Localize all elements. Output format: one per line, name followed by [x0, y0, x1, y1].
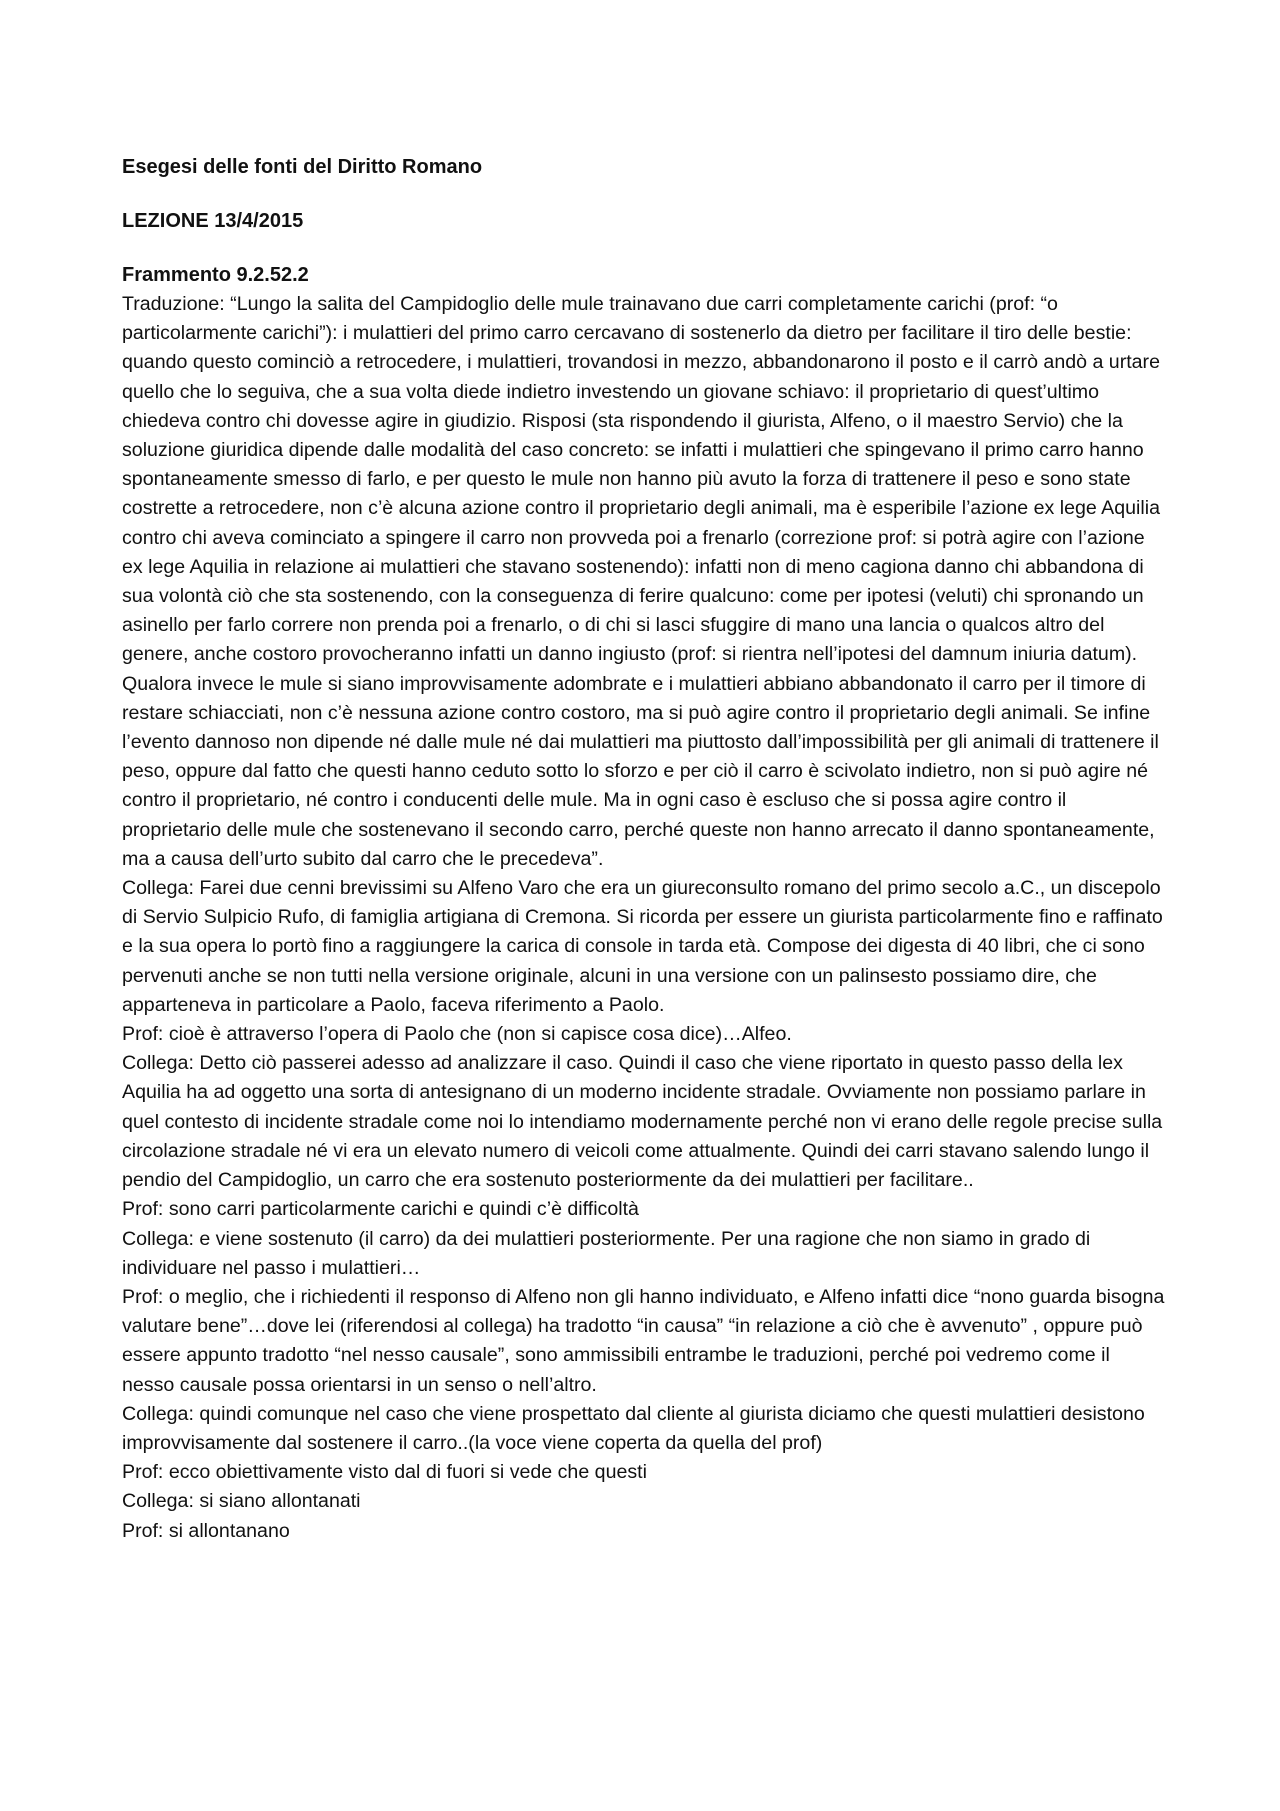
lesson-date: LEZIONE 13/4/2015 — [122, 210, 304, 232]
paragraph-prof-allontanano: Prof: si allontanano — [122, 1519, 290, 1542]
document-title: Esegesi delle fonti del Diritto Romano — [122, 156, 483, 178]
paragraph-prof-carri: Prof: sono carri particolarmente carichi e quindi c’è difficoltà — [122, 1198, 639, 1221]
paragraph-prof-obiettivamente: Prof: ecco obiettivamente visto dal di fuori si vede che questi — [122, 1461, 647, 1484]
paragraph-collega-mulattieri: Collega: e viene sostenuto (il carro) da dei mulattieri posteriormente. Per una ragione che non siamo in grado di individuare nel passo i mulattieri… — [122, 1227, 1091, 1279]
paragraph-translation: Traduzione: “Lungo la salita del Campidoglio delle mule trainavano due carri completamente carichi (prof: “o particolarmente carichi”): i mulattieri del primo carro cercavano di sostenerlo da dietro per facilitare il tiro delle bestie: quando questo cominciò a retrocedere, i mulattieri, trovandosi in mezzo, abbandonarono il posto e il carrò andò a urtare quello che lo seguiva, che a sua volta diede indietro investendo un giovane schiavo: il proprietario di quest’ultimo chiedeva contro chi dovesse agire in giudizio. Risposi (sta rispondendo il giurista, Alfeno, o il maestro Servio) che la soluzione giuridica dipende dalle modalità del caso concreto: se infatti i mulattieri che spingevano il primo carro hanno spontaneamente smesso di farlo, e per questo le mule non hanno più avuto la forza di trattenere il peso e sono state costrette a retrocedere, non c’è alcuna azione contro il proprietario degli animali, ma è esperibile l’azione ex lege Aquilia contro chi aveva cominciato a spingere il carro non provveda poi a frenarlo (correzione prof: si potrà agire con l’azione ex lege Aquilia in relazione ai mulattieri che stavano sostenendo): infatti non di meno cagiona danno chi abbandona di sua volontà ciò che sta sostenendo, con la conseguenza di ferire qualcuno: come per ipotesi (veluti) chi spronando un asinello per farlo correre non prenda poi a frenarlo, o di chi si lasci sfuggire di mano una lancia o qualcos altro del genere, anche costoro provocheranno infatti un danno ingiusto (prof: si rientra nell’ipotesi del damnum iniuria datum). Qualora invece le mule si siano improvvisamente adombrate e i mulattieri abbiano abbandonato il carro per il timore di restare schiacciati, non c’è nessuna azione contro costoro, ma si può agire contro il proprietario degli animali. Se infine l’evento dannoso non dipende né dalle mule né dai mulattieri ma piuttosto dall’impossibilità per gli animali di trattenere il peso, oppure dal fatto che questi hanno ceduto sotto lo sforzo e per ciò il carro è scivolato indietro, non si può agire né contro il proprietario, né contro i conducenti delle mule. Ma in ogni caso è escluso che si possa agire contro il proprietario delle mule che sostenevano il secondo carro, perché queste non hanno arrecato il danno spontaneamente, ma a causa dell’urto subito dal carro che le precedeva”. — [122, 293, 1160, 870]
document-page — [122, 153, 1167, 1546]
paragraph-collega-alfeno: Collega: Farei due cenni brevissimi su Alfeno Varo che era un giureconsulto romano del primo secolo a.C., un discepolo di Servio Sulpicio Rufo, di famiglia artigiana di Cremona. Si ricorda per essere un giurista particolarmente fino e raffinato e la sua opera lo portò fino a raggiungere la carica di console in tarda età. Compose dei digesta di 40 libri, che ci sono pervenuti anche se non tutti nella versione originale, alcuni in una versione con un palinsesto possiamo dire, che apparteneva in particolare a Paolo, faceva riferimento a Paolo. — [122, 877, 1163, 1016]
paragraph-prof-nesso-causale: Prof: o meglio, che i richiedenti il responso di Alfeno non gli hanno individuato, e Alfeno infatti dice “nono guarda bisogna valutare bene”…dove lei (riferendosi al collega) ha tradotto “in causa” “in relazione a ciò che è avvenuto” , oppure può essere appunto tradotto “nel nesso causale”, sono ammissibili entrambe le traduzioni, perché poi vedremo come il nesso causale possa orientarsi in un senso o nell’altro. — [122, 1285, 1165, 1396]
paragraph-prof-paolo: Prof: cioè è attraverso l’opera di Paolo che (non si capisce cosa dice)…Alfeo. — [122, 1023, 792, 1046]
paragraph-collega-allontanati: Collega: si siano allontanati — [122, 1490, 361, 1513]
fragment-heading: Frammento 9.2.52.2 — [122, 264, 309, 286]
paragraph-collega-cliente: Collega: quindi comunque nel caso che viene prospettato dal cliente al giurista diciamo che questi mulattieri desistono improvvisamente dal sostenere il carro..(la voce viene coperta da quella del prof) — [122, 1402, 1145, 1454]
paragraph-collega-caso: Collega: Detto ciò passerei adesso ad analizzare il caso. Quindi il caso che viene riportato in questo passo della lex Aquilia ha ad oggetto una sorta di antesignano di un moderno incidente stradale. Ovviamente non possiamo parlare in quel contesto di incidente stradale come noi lo intendiamo modernamente perché non vi erano delle regole precise sulla circolazione stradale né vi era un elevato numero di veicoli come attualmente. Quindi dei carri stavano salendo lungo il pendio del Campidoglio, un carro che era sostenuto posteriormente da dei mulattieri per facilitare.. — [122, 1052, 1163, 1192]
